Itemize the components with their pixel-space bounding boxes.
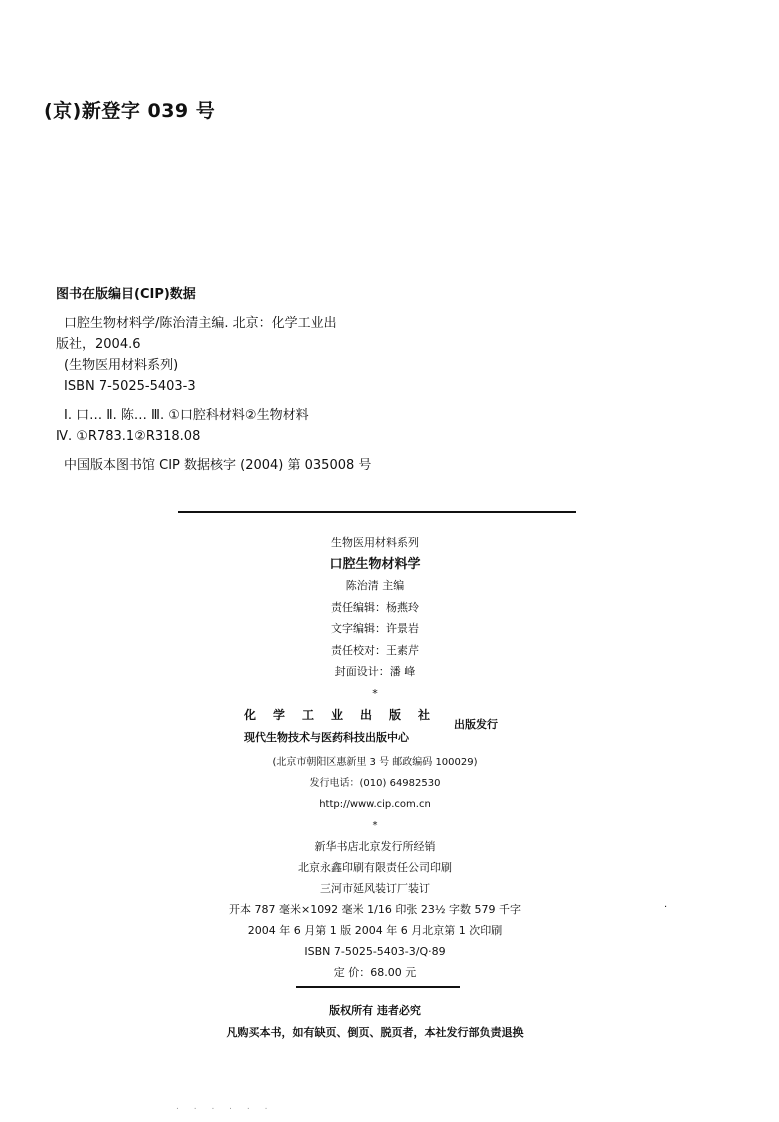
- cip-line: ISBN 7-5025-5403-3: [64, 379, 196, 394]
- cip-line: (生物医用材料系列): [64, 358, 179, 373]
- cip-line: Ⅳ. ①R783.1②R318.08: [56, 429, 201, 444]
- cip-line: Ⅰ. 口… Ⅱ. 陈… Ⅲ. ①口腔科材料②生物材料: [64, 408, 309, 423]
- printer-line: 北京永鑫印刷有限责任公司印刷: [298, 861, 452, 874]
- proofreader-line: 责任校对：王素芹: [331, 643, 419, 657]
- colophon-credits: [180, 532, 570, 704]
- footer-specks: . . . . . .: [176, 1102, 274, 1112]
- cip-line: 版社，2004.6: [56, 337, 141, 352]
- resp-editor-line: 责任编辑：杨燕玲: [331, 600, 419, 614]
- registration-number: (京)新登字 039 号: [44, 100, 216, 122]
- cip-line: 口腔生物材料学/陈治清主编. 北京：化学工业出: [64, 316, 337, 331]
- cip-data-block: [56, 284, 371, 476]
- publisher-suffix: 出版发行: [454, 718, 498, 731]
- stray-mark: ·: [664, 902, 668, 913]
- binder-line: 三河市延风装订厂装订: [320, 882, 430, 895]
- divider-bottom: [296, 986, 460, 988]
- editor-line: 陈治清 主编: [345, 579, 405, 592]
- separator-star: *: [372, 820, 378, 831]
- copyright-block: [180, 1000, 570, 1044]
- address-line: (北京市朝阳区惠新里 3 号 邮政编码 100029): [272, 757, 478, 768]
- copyright-line: 版权所有 违者必究: [329, 1004, 421, 1017]
- book-title: 口腔生物材料学: [329, 556, 421, 572]
- price-line: 定 价：68.00 元: [333, 966, 417, 979]
- phone-line: 发行电话：(010) 64982530: [309, 778, 441, 789]
- return-notice: 凡购买本书，如有缺页、倒页、脱页者，本社发行部负责退换: [226, 1026, 524, 1039]
- publisher-center: 现代生物技术与医药科技出版中心: [244, 731, 409, 744]
- divider-top: [178, 511, 576, 513]
- cip-line: 中国版本图书馆 CIP 数据核字 (2004) 第 035008 号: [64, 458, 372, 473]
- cip-title: 图书在版编目(CIP)数据: [56, 287, 196, 302]
- isbn-line: ISBN 7-5025-5403-3/Q·89: [304, 945, 446, 958]
- edition-line: 2004 年 6 月第 1 版 2004 年 6 月北京第 1 次印刷: [247, 924, 503, 937]
- publisher-block: [244, 706, 447, 745]
- cover-design-line: 封面设计：潘 峰: [334, 665, 416, 678]
- url-line: http://www.cip.com.cn: [319, 799, 431, 810]
- colophon-publishing: [180, 752, 570, 983]
- series-name: 生物医用材料系列: [331, 536, 419, 549]
- format-line: 开本 787 毫米×1092 毫米 1/16 印张 23½ 字数 579 千字: [228, 903, 522, 916]
- publisher-name: 化学工业出版社: [244, 708, 448, 722]
- separator-star: *: [372, 686, 378, 700]
- text-editor-line: 文字编辑：许景岩: [331, 622, 419, 635]
- distributor-line: 新华书店北京发行所经销: [314, 840, 436, 853]
